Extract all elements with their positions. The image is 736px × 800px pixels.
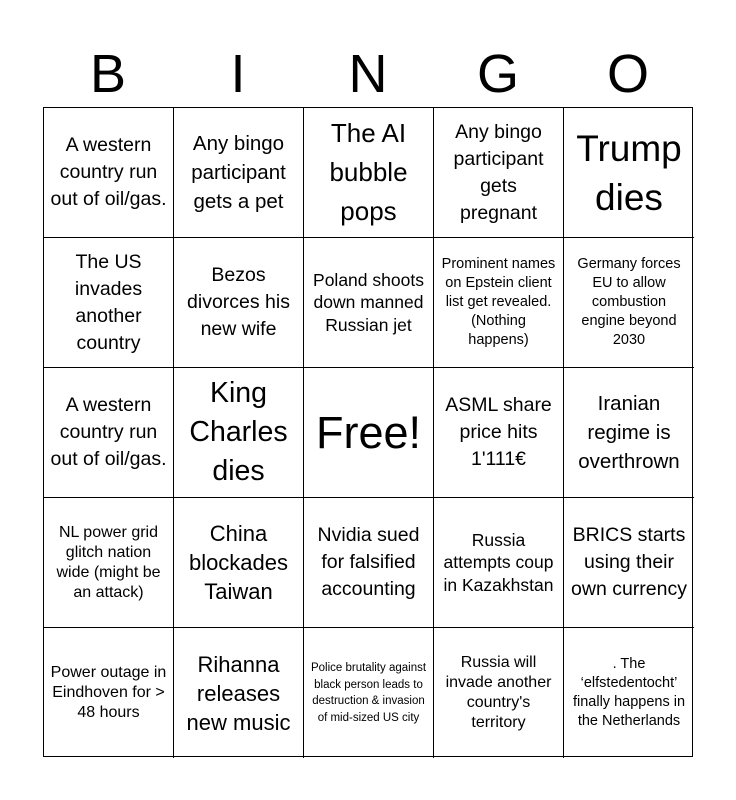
- bingo-cell[interactable]: [564, 628, 694, 758]
- bingo-cell[interactable]: [564, 498, 694, 628]
- cell-text: Russia attempts coup in Kazakhstan: [443, 529, 554, 595]
- cell-text: The US invades another country: [74, 250, 143, 354]
- bingo-cell[interactable]: [174, 628, 304, 758]
- cell-text: Iranian regime is overthrown: [578, 392, 680, 473]
- cell-text: Any bingo participant gets pregnant: [453, 120, 544, 224]
- header-letter-n: N: [348, 44, 388, 104]
- bingo-cell[interactable]: [434, 238, 564, 368]
- header-letter-b: B: [89, 44, 127, 104]
- bingo-cell[interactable]: [174, 238, 304, 368]
- bingo-cell[interactable]: [434, 368, 564, 498]
- cell-text: Germany forces EU to allow combustion engine beyond 2030: [577, 256, 681, 348]
- cell-text: Bezos divorces his new wife: [187, 264, 290, 340]
- cell-text: Prominent names on Epstein client list get revealed. (Nothing happens): [441, 256, 556, 348]
- bingo-cell[interactable]: [434, 498, 564, 628]
- cell-text: King Charles dies: [189, 377, 288, 487]
- cell-text: . The ‘elfstedentocht’ finally happens in the Netherlands: [572, 656, 686, 729]
- header-letter-g: G: [476, 44, 519, 104]
- bingo-cell[interactable]: [44, 628, 174, 758]
- bingo-cell[interactable]: [564, 368, 694, 498]
- bingo-cell[interactable]: [44, 498, 174, 628]
- cell-text: A western country run out of oil/gas.: [50, 394, 167, 470]
- cell-text: Russia will invade another country's territory: [445, 654, 552, 731]
- bingo-card: [43, 107, 693, 757]
- bingo-cell[interactable]: [44, 108, 174, 238]
- cell-text: Any bingo participant gets a pet: [191, 132, 286, 213]
- bingo-cell[interactable]: [174, 498, 304, 628]
- cell-text: NL power grid glitch nation wide (might be an attack): [56, 523, 161, 601]
- cell-text: Poland shoots down manned Russian jet: [313, 269, 424, 335]
- free-cell[interactable]: [304, 368, 434, 498]
- bingo-cell[interactable]: [174, 108, 304, 238]
- cell-text: A western country run out of oil/gas.: [50, 134, 167, 210]
- bingo-cell[interactable]: [564, 108, 694, 238]
- bingo-cell[interactable]: [174, 368, 304, 498]
- bingo-cell[interactable]: [304, 238, 434, 368]
- cell-text: The AI bubble pops: [329, 118, 408, 226]
- cell-text: Free!: [315, 406, 422, 458]
- bingo-cell[interactable]: [434, 628, 564, 758]
- bingo-cell[interactable]: [434, 108, 564, 238]
- cell-text: China blockades Taiwan: [188, 521, 289, 604]
- cell-text: Rihanna releases new music: [186, 651, 291, 735]
- header-letter-o: O: [606, 44, 649, 104]
- cell-text: ASML share price hits 1'111€: [445, 394, 552, 470]
- bingo-header: [43, 44, 693, 104]
- cell-text: BRICS starts using their own currency: [571, 524, 687, 600]
- header-letter-i: I: [230, 44, 246, 104]
- bingo-cell[interactable]: [304, 498, 434, 628]
- cell-text: Nvidia sued for falsified accounting: [317, 524, 420, 600]
- cell-text: Power outage in Eindhoven for > 48 hours: [50, 664, 167, 721]
- cell-text: Police brutality against black person leads to destruction & invasion of mid-sized US city: [310, 662, 427, 724]
- cell-text: Trump dies: [576, 127, 682, 218]
- bingo-cell[interactable]: [304, 628, 434, 758]
- bingo-cell[interactable]: [44, 238, 174, 368]
- bingo-cell[interactable]: [564, 238, 694, 368]
- bingo-cell[interactable]: [44, 368, 174, 498]
- bingo-cell[interactable]: [304, 108, 434, 238]
